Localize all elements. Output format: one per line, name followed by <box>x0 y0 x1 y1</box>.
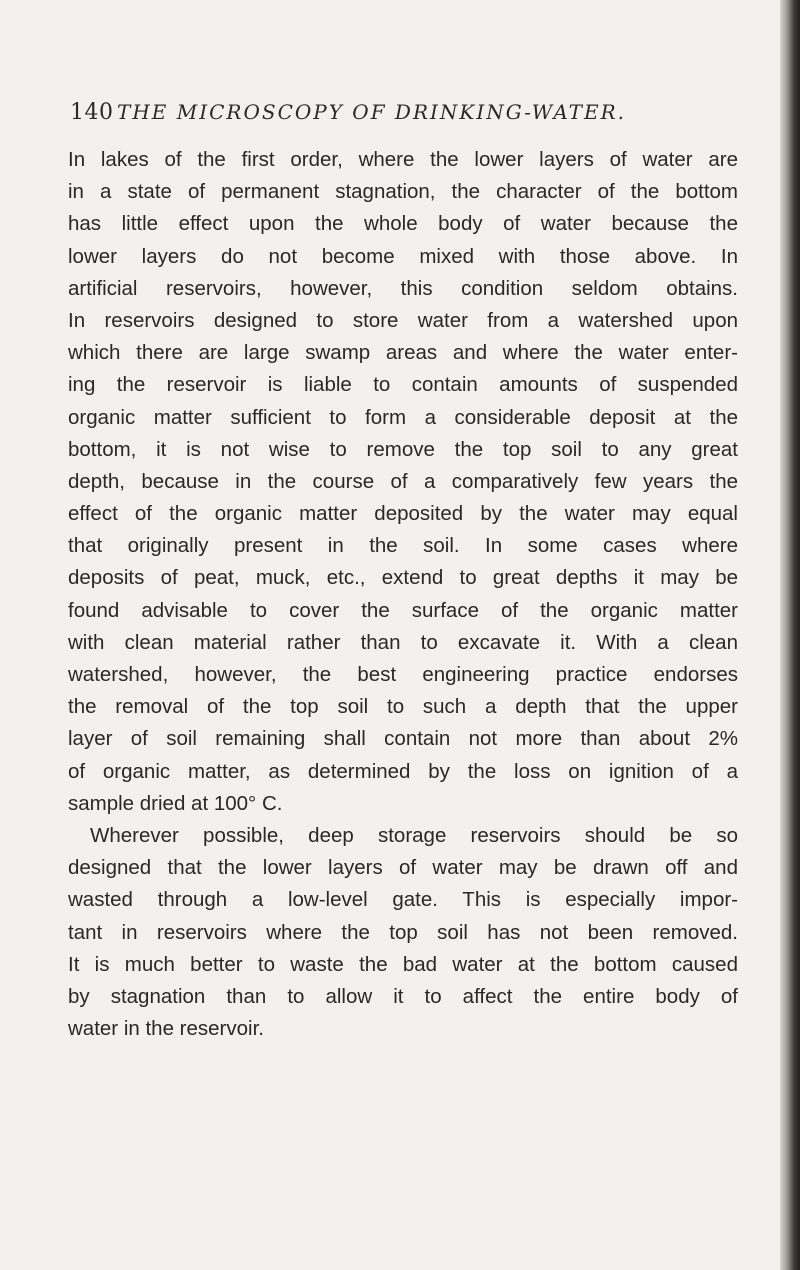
text-line: lower layers do not become mixed with those above. In <box>68 244 738 268</box>
running-title: THE MICROSCOPY OF DRINKING-WATER. <box>117 100 627 124</box>
text-line: effect of the organic matter deposited by the water may equal <box>68 502 738 526</box>
text-line: It is much better to waste the bad water at the bottom caused <box>68 952 738 976</box>
text-line: wasted through a low-level gate. This is especially impor- <box>68 888 738 912</box>
text-line: bottom, it is not wise to remove the top soil to any great <box>68 437 738 461</box>
text-line: depth, because in the course of a comparatively few years the <box>68 469 738 493</box>
text-line: that originally present in the soil. In some cases where <box>68 534 738 558</box>
text-line: designed that the lower layers of water may be drawn off and <box>68 856 738 880</box>
text-line: Wherever possible, deep storage reservoirs should be so <box>90 823 738 847</box>
body-text <box>68 144 738 1045</box>
page-header <box>70 100 760 134</box>
text-line: In lakes of the first order, where the lower layers of water are <box>68 148 738 171</box>
paragraph-1 <box>68 144 738 820</box>
text-line: In reservoirs designed to store water from a watershed upon <box>68 308 738 332</box>
text-line: with clean material rather than to excavate it. With a clean <box>68 630 738 654</box>
text-line: found advisable to cover the surface of the organic matter <box>68 598 738 622</box>
text-line: of organic matter, as determined by the loss on ignition of a <box>68 759 738 783</box>
text-line: sample dried at 100° C. <box>68 791 283 815</box>
text-line: has little effect upon the whole body of water because the <box>68 212 738 236</box>
page-edge-shadow <box>780 0 800 1270</box>
text-line: tant in reservoirs where the top soil has not been removed. <box>68 920 738 944</box>
text-line: ing the reservoir is liable to contain amounts of suspended <box>68 373 738 397</box>
text-line: water in the reservoir. <box>68 1017 264 1041</box>
page-number: 140 <box>70 100 114 125</box>
paragraph-2 <box>68 820 738 1045</box>
text-line: by stagnation than to allow it to affect the entire body of <box>68 984 738 1008</box>
text-line: organic matter sufficient to form a considerable deposit at the <box>68 405 738 429</box>
text-line: deposits of peat, muck, etc., extend to great depths it may be <box>68 566 738 590</box>
text-line: artificial reservoirs, however, this condition seldom obtains. <box>68 276 738 300</box>
text-line: watershed, however, the best engineering practice endorses <box>68 663 738 686</box>
text-line: in a state of permanent stagnation, the character of the bottom <box>68 180 738 204</box>
text-line: the removal of the top soil to such a depth that the upper <box>68 695 738 719</box>
text-line: which there are large swamp areas and where the water enter- <box>68 341 738 365</box>
text-line: layer of soil remaining shall contain not more than about 2% <box>68 727 738 751</box>
